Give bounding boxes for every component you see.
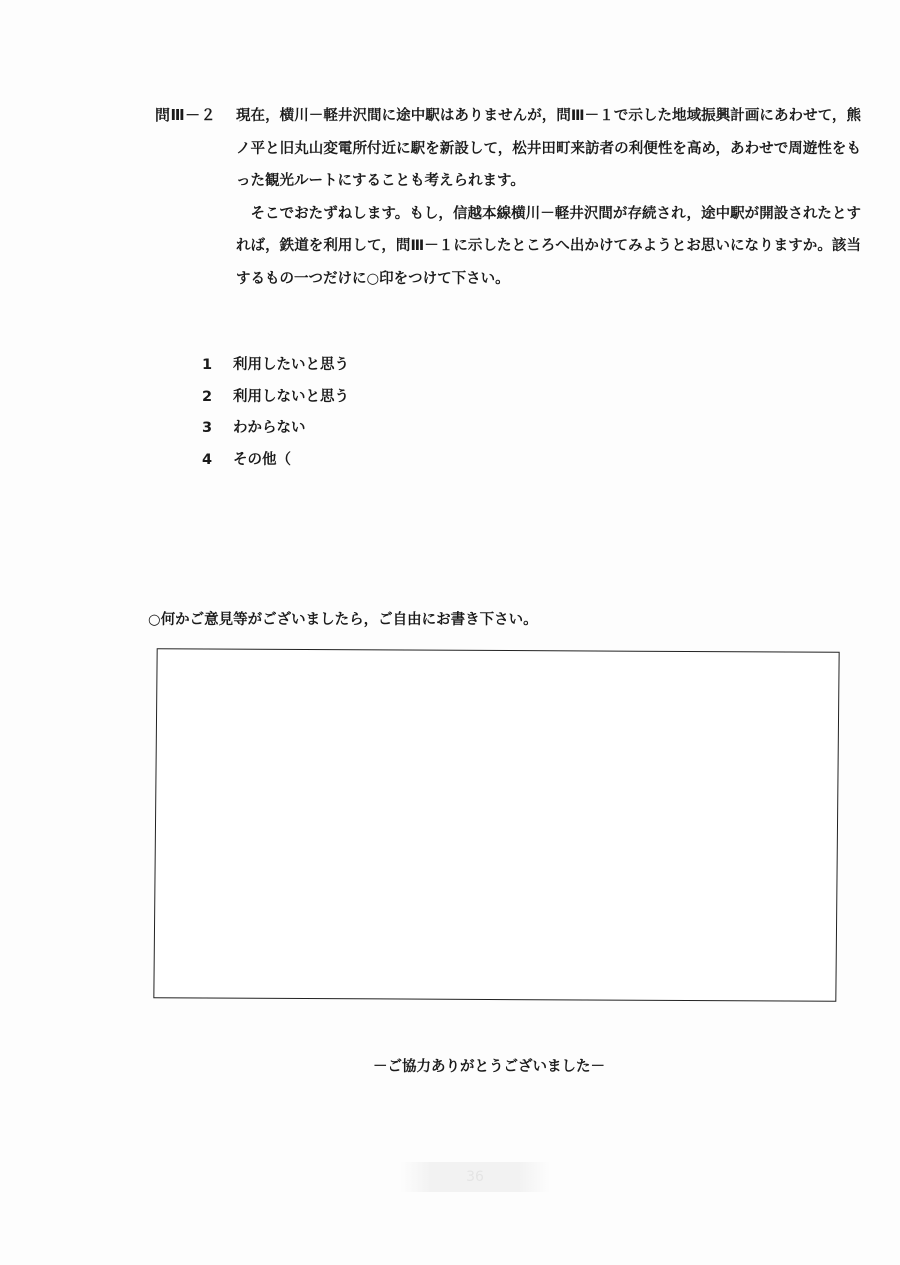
answer-option-1[interactable] xyxy=(202,350,349,382)
comments-box[interactable] xyxy=(153,648,839,1002)
option-number: 2 xyxy=(202,388,213,405)
question-paragraph-2: そこでおたずねします。もし，信越本線横川－軽井沢間が存続され，途中駅が開設されたとすれば，鉄道を利用して，問Ⅲ－１に示したところへ出かけてみようとお思いになりますか。該当するもの一つだけに○印をつけて下さい。 xyxy=(236,205,861,287)
option-label: その他（ xyxy=(233,451,291,468)
option-number: 3 xyxy=(202,420,213,436)
answer-options xyxy=(202,350,349,476)
option-number: 1 xyxy=(202,357,213,373)
answer-option-3[interactable] xyxy=(202,413,349,445)
closing-message: －ご協力ありがとうございました－ xyxy=(373,1059,605,1075)
option-number: 4 xyxy=(202,451,213,468)
comments-heading: ○何かご意見等がございましたら，ご自由にお書き下さい。 xyxy=(148,612,538,628)
option-label: わからない xyxy=(233,420,306,436)
question-paragraph-1: 現在，横川－軽井沢間に途中駅はありませんが，問Ⅲ－１で示した地域振興計画にあわせて，熊ノ平と旧丸山変電所付近に駅を新設して，松井田町来訪者の利便性を高め，あわせで周遊性をもった観光ルートにすることも考えられます。 xyxy=(236,108,861,189)
question-text xyxy=(236,100,861,295)
answer-option-2[interactable] xyxy=(202,382,349,414)
question-number: 問Ⅲ－２ xyxy=(155,106,217,124)
option-label: 利用したいと思う xyxy=(233,357,349,373)
option-label: 利用しないと思う xyxy=(233,388,349,405)
page-number: 36 xyxy=(400,1162,550,1192)
answer-option-4[interactable] xyxy=(202,445,349,477)
